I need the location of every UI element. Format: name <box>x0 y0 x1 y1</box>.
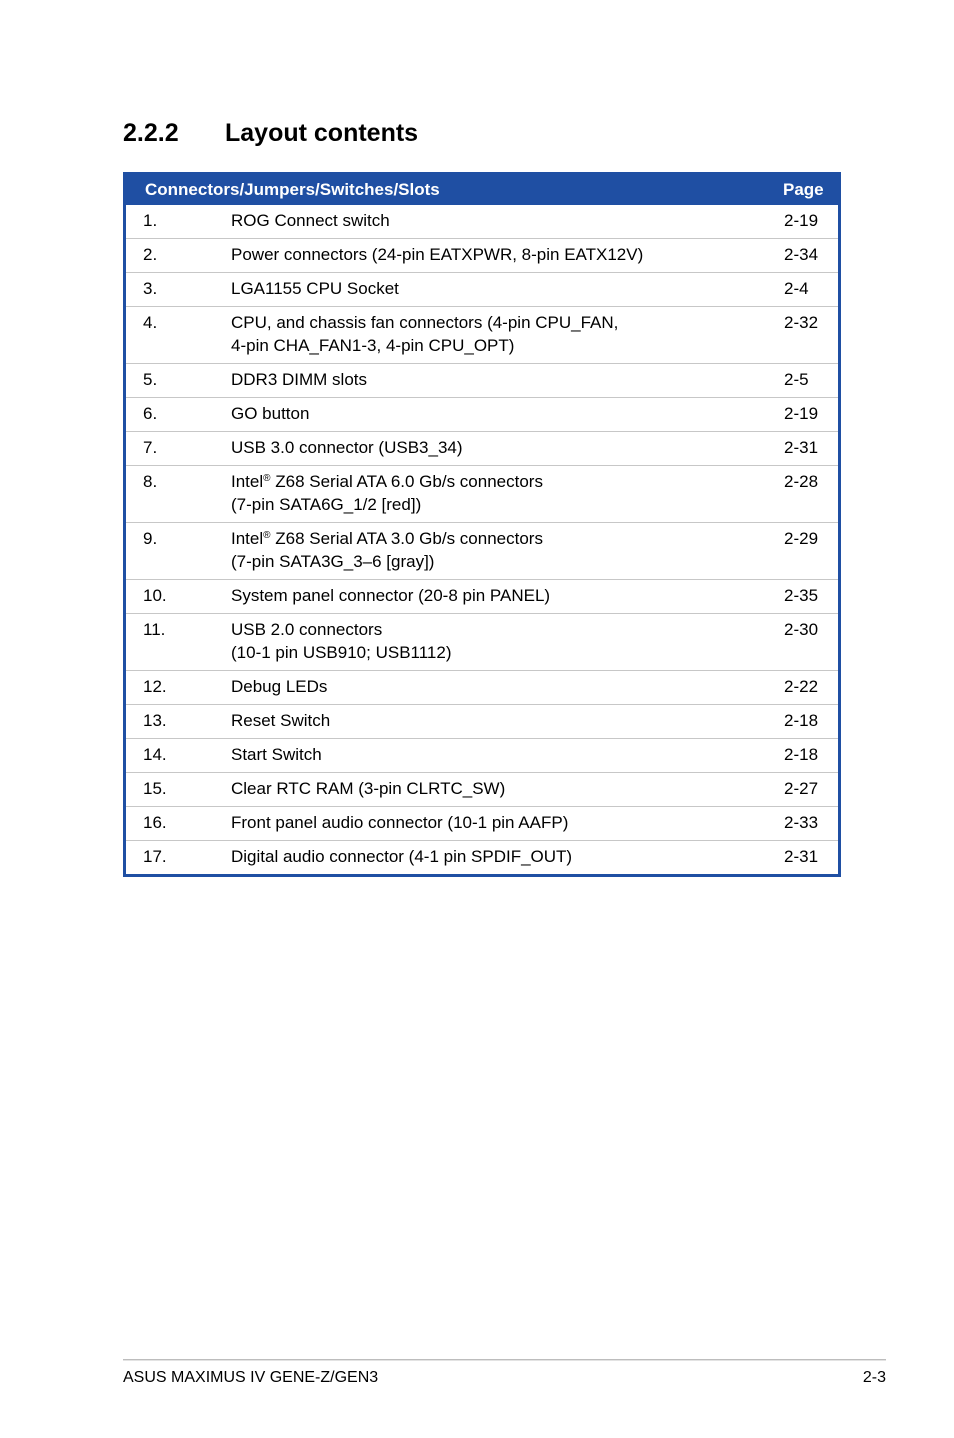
row-number: 3. <box>126 273 231 307</box>
row-page: 2-27 <box>778 773 838 807</box>
row-description <box>231 773 778 807</box>
row-page: 2-33 <box>778 807 838 841</box>
description-line: Z68 Serial ATA 3.0 Gb/s connectors <box>270 529 543 548</box>
row-page: 2-28 <box>778 466 838 523</box>
row-page: 2-18 <box>778 739 838 773</box>
row-description <box>231 807 778 841</box>
row-description <box>231 239 778 273</box>
row-number: 4. <box>126 307 231 364</box>
row-page: 2-18 <box>778 705 838 739</box>
row-number: 2. <box>126 239 231 273</box>
description-line: Start Switch <box>231 745 322 764</box>
section-heading <box>123 116 418 150</box>
row-page: 2-32 <box>778 307 838 364</box>
table-row <box>126 205 838 239</box>
row-page: 2-31 <box>778 432 838 466</box>
description-line: GO button <box>231 404 310 423</box>
brand-name: Intel <box>231 529 264 548</box>
footer-product: ASUS MAXIMUS IV GENE-Z/GEN3 <box>123 1369 379 1386</box>
row-description <box>231 273 778 307</box>
description-line: Power connectors (24-pin EATXPWR, 8-pin EATX12V) <box>231 245 644 264</box>
description-line: Clear RTC RAM (3-pin CLRTC_SW) <box>231 779 506 798</box>
row-number: 13. <box>126 705 231 739</box>
description-line: ROG Connect switch <box>231 211 390 230</box>
row-number: 16. <box>126 807 231 841</box>
footer-page-number: 2-3 <box>862 1369 886 1386</box>
description-line: Digital audio connector (4-1 pin SPDIF_OUT) <box>231 847 573 866</box>
description-line: Z68 Serial ATA 6.0 Gb/s connectors <box>270 472 543 491</box>
description-line: (10-1 pin USB910; USB1112) <box>231 643 452 662</box>
description-line: DDR3 DIMM slots <box>231 370 368 389</box>
table-row <box>126 739 838 773</box>
row-description <box>231 205 778 239</box>
row-page: 2-4 <box>778 273 838 307</box>
description-line: USB 2.0 connectors <box>231 620 383 639</box>
registered-mark: ® <box>263 530 271 541</box>
table-row <box>126 614 838 671</box>
description-line: (7-pin SATA6G_1/2 [red]) <box>231 495 422 514</box>
table-row <box>126 307 838 364</box>
table-row <box>126 807 838 841</box>
section-title: Layout contents <box>225 119 419 147</box>
row-number: 14. <box>126 739 231 773</box>
description-line: Debug LEDs <box>231 677 328 696</box>
row-number: 9. <box>126 523 231 580</box>
description-line: (7-pin SATA3G_3–6 [gray]) <box>231 552 435 571</box>
row-description <box>231 398 778 432</box>
table-row <box>126 239 838 273</box>
table-row <box>126 523 838 580</box>
table-row <box>126 364 838 398</box>
row-number: 7. <box>126 432 231 466</box>
row-page: 2-30 <box>778 614 838 671</box>
row-page: 2-29 <box>778 523 838 580</box>
row-page: 2-19 <box>784 211 819 230</box>
table-body <box>126 205 838 874</box>
row-page: 2-19 <box>778 398 838 432</box>
row-description <box>231 466 778 523</box>
description-line: USB 3.0 connector (USB3_34) <box>231 438 463 457</box>
header-page: Page <box>778 175 838 205</box>
row-page: 2-22 <box>778 671 838 705</box>
row-description <box>231 614 778 671</box>
row-number: 10. <box>126 580 231 614</box>
brand-name: Intel <box>231 472 264 491</box>
footer-rule <box>123 1359 886 1361</box>
table-row <box>126 432 838 466</box>
description-line: CPU, and chassis fan connectors (4-pin CPU_FAN, <box>231 313 619 332</box>
layout-contents-table <box>123 172 841 877</box>
table-header-row <box>126 175 838 205</box>
row-page: 2-34 <box>778 239 838 273</box>
row-description <box>231 307 778 364</box>
table-row <box>126 580 838 614</box>
row-page: 2-5 <box>778 364 838 398</box>
header-label: Connectors/Jumpers/Switches/Slots <box>126 175 778 205</box>
row-description <box>231 841 778 875</box>
description-line: System panel connector (20-8 pin PANEL) <box>231 586 551 605</box>
table-row <box>126 273 838 307</box>
description-line: LGA1155 CPU Socket <box>231 279 399 298</box>
description-line: 4-pin CHA_FAN1-3, 4-pin CPU_OPT) <box>231 336 515 355</box>
table-row <box>126 773 838 807</box>
table-row <box>126 466 838 523</box>
section-number: 2.2.2 <box>123 119 179 147</box>
row-description <box>231 705 778 739</box>
row-description <box>231 432 778 466</box>
row-description <box>231 671 778 705</box>
row-description <box>231 580 778 614</box>
row-number: 5. <box>126 364 231 398</box>
description-line: Reset Switch <box>231 711 331 730</box>
row-number: 17. <box>126 841 231 875</box>
row-number: 11. <box>126 614 231 671</box>
row-page: 2-31 <box>778 841 838 875</box>
row-number: 15. <box>126 773 231 807</box>
row-description <box>231 364 778 398</box>
row-number: 1. <box>143 211 158 230</box>
row-description <box>231 523 778 580</box>
table-row <box>126 398 838 432</box>
row-number: 6. <box>126 398 231 432</box>
row-description <box>231 739 778 773</box>
description-line: Front panel audio connector (10-1 pin AAFP) <box>231 813 569 832</box>
table-row <box>126 841 838 875</box>
row-page: 2-35 <box>778 580 838 614</box>
row-number: 12. <box>126 671 231 705</box>
table-row <box>126 705 838 739</box>
table-row <box>126 671 838 705</box>
row-number: 8. <box>126 466 231 523</box>
registered-mark: ® <box>263 473 271 484</box>
